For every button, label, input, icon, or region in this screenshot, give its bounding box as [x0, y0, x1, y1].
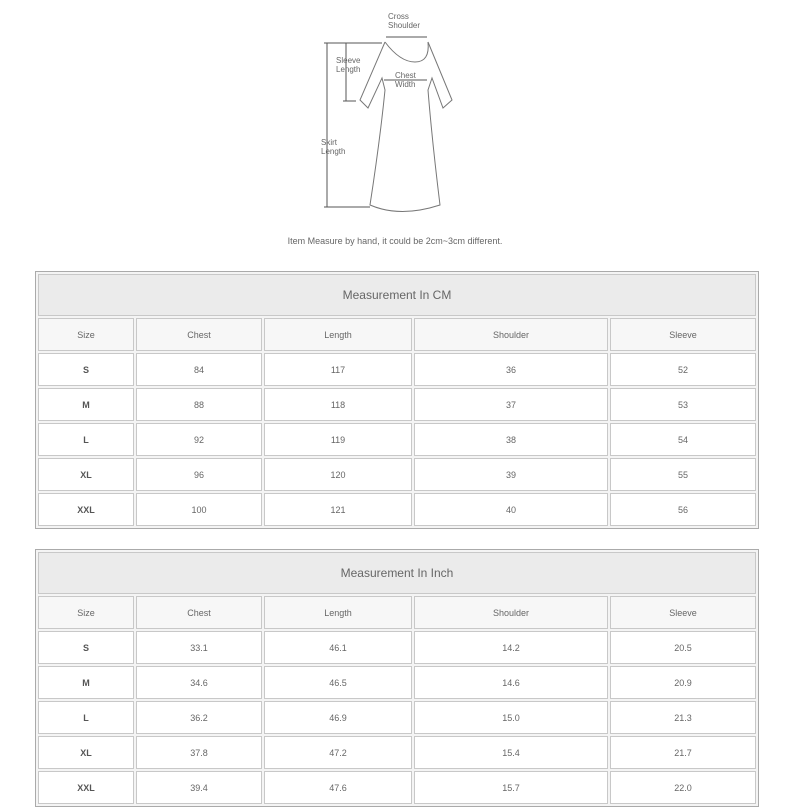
- size-cell: XL: [38, 736, 134, 769]
- table-row: [38, 736, 756, 769]
- table-row: [38, 701, 756, 734]
- value-cell: 34.6: [136, 666, 262, 699]
- size-table-cm: [35, 271, 759, 529]
- size-table-inch: [35, 549, 759, 807]
- size-cell: S: [38, 631, 134, 664]
- label-cross-shoulder: Shoulder: [388, 21, 421, 30]
- column-header: Size: [38, 596, 134, 629]
- label-skirt-length: Length: [321, 147, 346, 156]
- value-cell: 36.2: [136, 701, 262, 734]
- header-row: [38, 596, 756, 629]
- table-title: Measurement In CM: [38, 274, 756, 316]
- value-cell: 15.0: [414, 701, 608, 734]
- value-cell: 96: [136, 458, 262, 491]
- value-cell: 46.9: [264, 701, 412, 734]
- label-skirt-length: Skirt: [321, 138, 337, 147]
- value-cell: 38: [414, 423, 608, 456]
- value-cell: 53: [610, 388, 756, 421]
- column-header: Length: [264, 596, 412, 629]
- size-cell: XL: [38, 458, 134, 491]
- value-cell: 20.5: [610, 631, 756, 664]
- size-cell: M: [38, 388, 134, 421]
- value-cell: 33.1: [136, 631, 262, 664]
- value-cell: 20.9: [610, 666, 756, 699]
- value-cell: 21.3: [610, 701, 756, 734]
- table-row: [38, 353, 756, 386]
- label-cross-shoulder: Cross: [388, 12, 409, 21]
- value-cell: 121: [264, 493, 412, 526]
- value-cell: 39: [414, 458, 608, 491]
- table-row: [38, 458, 756, 491]
- value-cell: 118: [264, 388, 412, 421]
- value-cell: 55: [610, 458, 756, 491]
- dress-measurement-diagram: [300, 0, 540, 230]
- column-header: Chest: [136, 596, 262, 629]
- value-cell: 119: [264, 423, 412, 456]
- size-cell: L: [38, 423, 134, 456]
- value-cell: 84: [136, 353, 262, 386]
- value-cell: 37.8: [136, 736, 262, 769]
- table-row: [38, 388, 756, 421]
- column-header: Chest: [136, 318, 262, 351]
- value-cell: 14.6: [414, 666, 608, 699]
- value-cell: 52: [610, 353, 756, 386]
- value-cell: 88: [136, 388, 262, 421]
- value-cell: 14.2: [414, 631, 608, 664]
- value-cell: 56: [610, 493, 756, 526]
- table-row: [38, 423, 756, 456]
- value-cell: 21.7: [610, 736, 756, 769]
- table-row: [38, 493, 756, 526]
- size-cell: XXL: [38, 493, 134, 526]
- table-row: [38, 771, 756, 804]
- label-chest-width: Width: [395, 80, 416, 89]
- label-sleeve-length: Length: [336, 65, 361, 74]
- value-cell: 46.1: [264, 631, 412, 664]
- size-cell: XXL: [38, 771, 134, 804]
- column-header: Sleeve: [610, 596, 756, 629]
- value-cell: 47.2: [264, 736, 412, 769]
- value-cell: 117: [264, 353, 412, 386]
- header-row: [38, 318, 756, 351]
- value-cell: 36: [414, 353, 608, 386]
- value-cell: 15.7: [414, 771, 608, 804]
- value-cell: 47.6: [264, 771, 412, 804]
- size-cell: L: [38, 701, 134, 734]
- column-header: Shoulder: [414, 318, 608, 351]
- table-title: Measurement In Inch: [38, 552, 756, 594]
- table-row: [38, 666, 756, 699]
- table-row: [38, 631, 756, 664]
- value-cell: 22.0: [610, 771, 756, 804]
- value-cell: 40: [414, 493, 608, 526]
- value-cell: 54: [610, 423, 756, 456]
- column-header: Size: [38, 318, 134, 351]
- label-sleeve-length: Sleeve: [336, 56, 361, 65]
- label-chest-width: Chest: [395, 71, 416, 80]
- value-cell: 39.4: [136, 771, 262, 804]
- value-cell: 37: [414, 388, 608, 421]
- value-cell: 92: [136, 423, 262, 456]
- value-cell: 46.5: [264, 666, 412, 699]
- column-header: Length: [264, 318, 412, 351]
- value-cell: 15.4: [414, 736, 608, 769]
- column-header: Shoulder: [414, 596, 608, 629]
- measurement-note: Item Measure by hand, it could be 2cm~3cm different.: [287, 236, 503, 246]
- value-cell: 120: [264, 458, 412, 491]
- column-header: Sleeve: [610, 318, 756, 351]
- value-cell: 100: [136, 493, 262, 526]
- size-cell: S: [38, 353, 134, 386]
- size-cell: M: [38, 666, 134, 699]
